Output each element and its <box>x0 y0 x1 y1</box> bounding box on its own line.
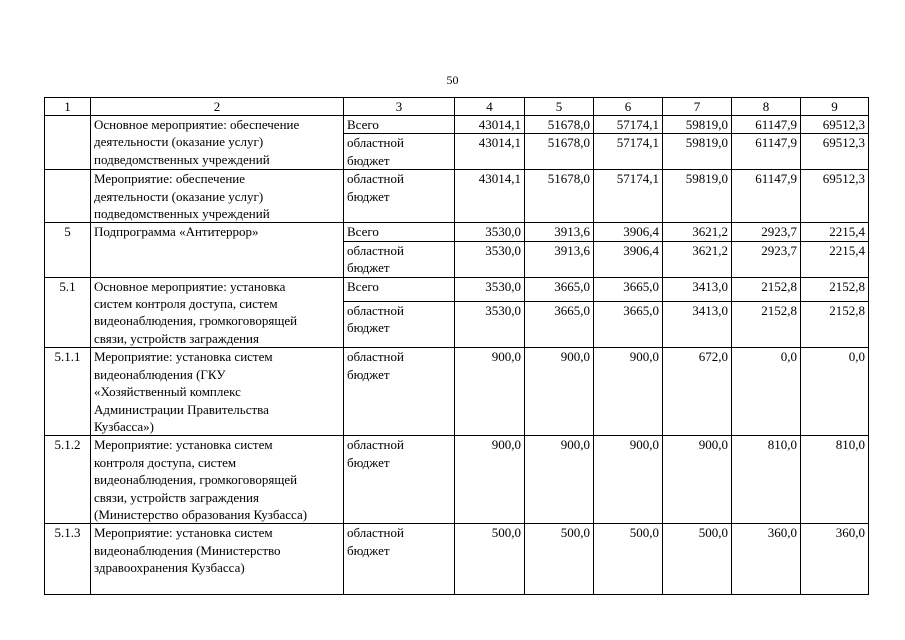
year-value-9: 2215,4 <box>801 241 869 277</box>
funding-source-line: бюджет <box>347 152 390 168</box>
year-value-8: 61147,9 <box>732 134 801 170</box>
measure-name-line: видеонаблюдения, громкоговорящей <box>94 472 298 488</box>
measure-name-line: видеонаблюдения (Министерство <box>94 542 281 558</box>
year-value-8: 360,0 <box>732 524 801 595</box>
funding-source-line: бюджет <box>347 366 390 382</box>
year-value-8: 61147,9 <box>732 170 801 223</box>
year-value-7: 59819,0 <box>663 134 732 170</box>
col-header-5: 5 <box>525 98 594 116</box>
year-value-5: 3913,6 <box>525 223 594 241</box>
year-value-7: 3413,0 <box>663 277 732 301</box>
year-value-5: 51678,0 <box>525 134 594 170</box>
measure-name-line: (Министерство образования Кузбасса) <box>94 506 308 522</box>
year-value-8: 0,0 <box>732 348 801 436</box>
year-value-8: 2923,7 <box>732 241 801 277</box>
funding-source-line: областной <box>347 525 404 541</box>
measure-name-line: Мероприятие: установка систем <box>94 437 273 453</box>
year-value-6: 57174,1 <box>594 116 663 134</box>
year-value-6: 3665,0 <box>594 277 663 301</box>
table-row <box>45 116 869 134</box>
year-value-6: 57174,1 <box>594 170 663 223</box>
table-row <box>45 170 869 223</box>
row-number: 5.1 <box>45 277 91 348</box>
year-value-4: 3530,0 <box>455 277 525 301</box>
funding-source-line: Всего <box>347 278 379 294</box>
year-value-7: 59819,0 <box>663 116 732 134</box>
row-number: 5.1.2 <box>45 436 91 524</box>
col-header-6: 6 <box>594 98 663 116</box>
col-header-2: 2 <box>91 98 344 116</box>
measure-name-line: подведомственных учреждений <box>94 206 270 222</box>
measure-name-line: видеонаблюдения, громкоговорящей <box>94 313 298 329</box>
funding-source-line: бюджет <box>347 260 390 276</box>
row-number <box>45 116 91 170</box>
funding-source <box>344 524 455 595</box>
year-value-8: 810,0 <box>732 436 801 524</box>
funding-source <box>344 348 455 436</box>
measure-name <box>91 116 344 170</box>
funding-source <box>344 301 455 348</box>
funding-source-line: областной <box>347 437 404 453</box>
col-header-9: 9 <box>801 98 869 116</box>
measure-name <box>91 223 344 277</box>
measure-name-line: здравоохранения Кузбасса) <box>94 560 245 576</box>
year-value-9: 2215,4 <box>801 223 869 241</box>
measure-name-line: Мероприятие: обеспечение <box>94 171 246 187</box>
measure-name <box>91 348 344 436</box>
measure-name-line: Основное мероприятие: установка <box>94 278 286 294</box>
year-value-6: 57174,1 <box>594 134 663 170</box>
year-value-5: 900,0 <box>525 348 594 436</box>
funding-source-line: бюджет <box>347 188 390 204</box>
measure-name-line: подведомственных учреждений <box>94 151 270 167</box>
year-value-4: 900,0 <box>455 348 525 436</box>
row-number: 5.1.1 <box>45 348 91 436</box>
measure-name <box>91 524 344 595</box>
header-row <box>45 98 869 116</box>
page-number: 50 <box>446 73 459 87</box>
funding-source <box>344 241 455 277</box>
col-header-8: 8 <box>732 98 801 116</box>
col-header-3: 3 <box>344 98 455 116</box>
measure-name-line: «Хозяйственный комплекс <box>94 384 241 400</box>
measure-name-line: видеонаблюдения (ГКУ <box>94 366 226 382</box>
year-value-6: 3665,0 <box>594 301 663 348</box>
year-value-5: 3665,0 <box>525 277 594 301</box>
funding-source <box>344 170 455 223</box>
year-value-5: 51678,0 <box>525 116 594 134</box>
measure-name-line: Мероприятие: установка систем <box>94 525 273 541</box>
year-value-6: 900,0 <box>594 348 663 436</box>
funding-source-line: областной <box>347 242 404 258</box>
funding-source <box>344 436 455 524</box>
measure-name-line: контроля доступа, систем <box>94 454 237 470</box>
year-value-9: 2152,8 <box>801 301 869 348</box>
budget-table <box>44 97 869 595</box>
measure-name <box>91 436 344 524</box>
year-value-6: 500,0 <box>594 524 663 595</box>
measure-name-line: Администрации Правительства <box>94 401 269 417</box>
table-row <box>45 223 869 241</box>
year-value-8: 61147,9 <box>732 116 801 134</box>
funding-source-line: Всего <box>347 117 379 132</box>
year-value-9: 69512,3 <box>801 170 869 223</box>
year-value-4: 900,0 <box>455 436 525 524</box>
year-value-9: 360,0 <box>801 524 869 595</box>
year-value-7: 59819,0 <box>663 170 732 223</box>
table-row <box>45 524 869 595</box>
measure-name-line: связи, устройств заграждения <box>94 489 259 505</box>
col-header-7: 7 <box>663 98 732 116</box>
measure-name-line: Мероприятие: установка систем <box>94 349 273 365</box>
funding-source <box>344 134 455 170</box>
year-value-4: 3530,0 <box>455 301 525 348</box>
year-value-7: 900,0 <box>663 436 732 524</box>
funding-source-line: Всего <box>347 224 379 240</box>
col-header-4: 4 <box>455 98 525 116</box>
year-value-6: 900,0 <box>594 436 663 524</box>
measure-name <box>91 170 344 223</box>
measure-name-line: Подпрограмма «Антитеррор» <box>94 224 259 240</box>
measure-name-line: деятельности (оказание услуг) <box>94 188 264 204</box>
funding-source-line: бюджет <box>347 454 390 470</box>
funding-source <box>344 223 455 241</box>
year-value-9: 0,0 <box>801 348 869 436</box>
year-value-9: 810,0 <box>801 436 869 524</box>
table-row <box>45 436 869 524</box>
year-value-7: 3621,2 <box>663 241 732 277</box>
measure-name-line: систем контроля доступа, систем <box>94 296 278 312</box>
year-value-9: 69512,3 <box>801 116 869 134</box>
measure-name-line: деятельности (оказание услуг) <box>94 134 264 150</box>
year-value-5: 900,0 <box>525 436 594 524</box>
year-value-7: 672,0 <box>663 348 732 436</box>
year-value-5: 500,0 <box>525 524 594 595</box>
year-value-9: 2152,8 <box>801 277 869 301</box>
measure-name-line: Кузбасса») <box>94 418 155 434</box>
funding-source-line: областной <box>347 302 404 318</box>
year-value-4: 43014,1 <box>455 134 525 170</box>
year-value-4: 500,0 <box>455 524 525 595</box>
measure-name <box>91 277 344 348</box>
year-value-7: 500,0 <box>663 524 732 595</box>
funding-source-line: бюджет <box>347 542 390 558</box>
year-value-6: 3906,4 <box>594 223 663 241</box>
row-number: 5.1.3 <box>45 524 91 595</box>
measure-name-line: связи, устройств заграждения <box>94 330 259 346</box>
table-row <box>45 277 869 301</box>
year-value-4: 3530,0 <box>455 223 525 241</box>
table-header <box>45 98 869 116</box>
funding-source-line: областной <box>347 135 404 151</box>
year-value-4: 43014,1 <box>455 170 525 223</box>
year-value-5: 51678,0 <box>525 170 594 223</box>
year-value-5: 3665,0 <box>525 301 594 348</box>
year-value-8: 2152,8 <box>732 301 801 348</box>
measure-name-line: Основное мероприятие: обеспечение <box>94 117 300 132</box>
year-value-8: 2923,7 <box>732 223 801 241</box>
year-value-7: 3621,2 <box>663 223 732 241</box>
funding-source-line: областной <box>347 171 404 187</box>
funding-source-line: областной <box>347 349 404 365</box>
year-value-4: 43014,1 <box>455 116 525 134</box>
col-header-1: 1 <box>45 98 91 116</box>
row-number <box>45 170 91 223</box>
funding-source-line: бюджет <box>347 320 390 336</box>
table-body <box>45 116 869 595</box>
row-number: 5 <box>45 223 91 277</box>
year-value-5: 3913,6 <box>525 241 594 277</box>
year-value-9: 69512,3 <box>801 134 869 170</box>
table-row <box>45 348 869 436</box>
funding-source <box>344 277 455 301</box>
year-value-7: 3413,0 <box>663 301 732 348</box>
year-value-6: 3906,4 <box>594 241 663 277</box>
funding-source <box>344 116 455 134</box>
year-value-4: 3530,0 <box>455 241 525 277</box>
year-value-8: 2152,8 <box>732 277 801 301</box>
